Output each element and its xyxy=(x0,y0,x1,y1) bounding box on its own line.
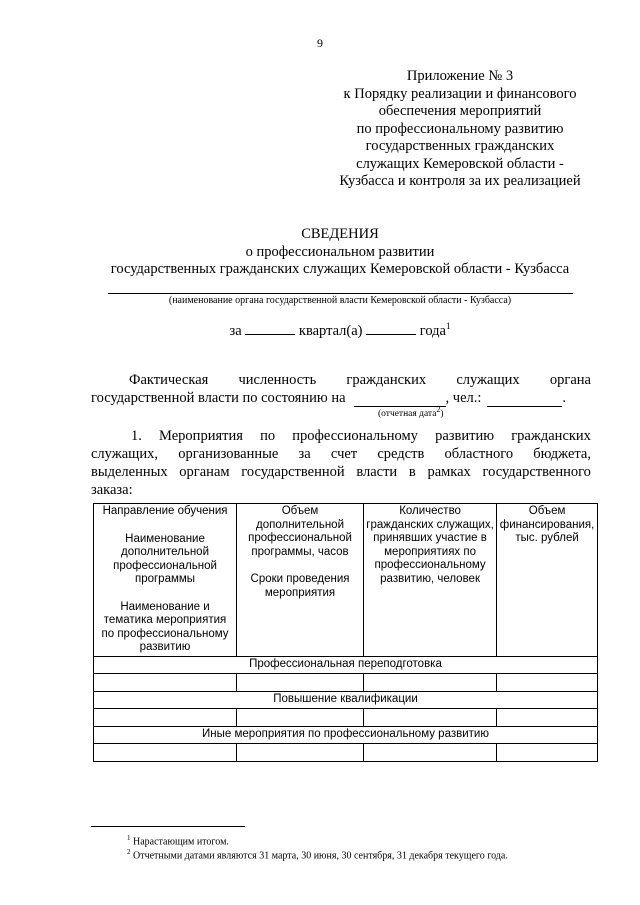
appendix-line: по профессиональному развитию xyxy=(356,120,564,137)
document-title xyxy=(60,226,620,279)
table-cell[interactable] xyxy=(94,708,237,726)
table-cell[interactable] xyxy=(497,673,598,691)
headcount-blank[interactable] xyxy=(487,389,562,407)
headcount-paragraph xyxy=(91,371,591,407)
title-subline: о профессиональном развитии xyxy=(245,243,435,260)
word: гражданских xyxy=(346,372,427,388)
word: 1. xyxy=(131,428,142,444)
quarter-number-blank[interactable] xyxy=(245,334,295,335)
year-blank[interactable] xyxy=(366,334,416,335)
title-heading: СВЕДЕНИЯ xyxy=(301,226,379,242)
events-paragraph xyxy=(91,427,591,499)
appendix-line: служащих Кемеровской области - xyxy=(356,155,564,172)
table-header-row xyxy=(94,504,598,657)
word: по xyxy=(260,428,276,444)
word: счет xyxy=(330,446,358,462)
word: служащих, xyxy=(91,446,158,462)
section-row xyxy=(94,726,598,743)
caption-text: (отчетная дата xyxy=(378,409,437,420)
quarter-label: квартал(а) xyxy=(298,322,363,339)
header-text: Наименование и тематика мероприятия по профессиональному развитию xyxy=(101,600,229,653)
header-text: Сроки проведения мероприятия xyxy=(250,573,350,599)
title-subline: государственных гражданских служащих Кемеровской области - Кузбасса xyxy=(110,261,570,277)
table-row[interactable] xyxy=(94,708,598,726)
table-row[interactable] xyxy=(94,673,598,691)
page-number: 9 xyxy=(317,36,323,50)
report-date-caption xyxy=(378,405,444,419)
caption-text: ) xyxy=(440,409,444,420)
header-cell-direction xyxy=(94,504,237,657)
footnote xyxy=(127,834,229,847)
appendix-header xyxy=(330,68,590,191)
table-cell[interactable] xyxy=(237,743,364,761)
header-text: Наименование дополнительной профессиональной программы xyxy=(113,532,217,585)
word: организованные xyxy=(178,446,279,462)
headcount-text: государственной власти по состоянию на xyxy=(91,390,346,406)
word: органа xyxy=(549,372,591,388)
appendix-line: Кузбасса и контроля за их реализацией xyxy=(339,173,581,189)
table-cell[interactable] xyxy=(364,673,497,691)
table-cell[interactable] xyxy=(364,743,497,761)
section-row xyxy=(94,656,598,673)
appendix-line: Приложение № 3 xyxy=(406,68,514,84)
header-cell-volume xyxy=(237,504,364,657)
footnote-ref: 2 xyxy=(436,405,441,414)
headcount-text: . xyxy=(562,390,567,406)
org-name-blank-line[interactable] xyxy=(108,293,573,294)
word: средств xyxy=(377,446,425,462)
footnote-ref: 1 xyxy=(446,321,451,331)
table-row[interactable] xyxy=(94,743,598,761)
word: гражданских xyxy=(511,428,591,444)
header-cell-participants xyxy=(364,504,497,657)
word: заказа: xyxy=(91,482,133,498)
word: служащих xyxy=(456,372,520,388)
headcount-text: , чел.: xyxy=(445,390,482,406)
word: развитию xyxy=(435,428,495,444)
word: выделенных xyxy=(91,464,168,480)
word: власти xyxy=(356,464,398,480)
table-cell[interactable] xyxy=(364,708,497,726)
section-title: Профессиональная переподготовка xyxy=(94,656,598,673)
events-table xyxy=(93,503,598,762)
header-text: Объем дополнительной профессиональной программы, часов xyxy=(248,505,352,558)
quarter-line xyxy=(60,321,620,340)
footnote-mark: 2 xyxy=(127,848,131,856)
section-title: Повышение квалификации xyxy=(94,691,598,708)
word: за xyxy=(298,446,311,462)
table-cell[interactable] xyxy=(497,708,598,726)
header-text: Объем финансирования, тыс. рублей xyxy=(499,505,595,544)
table-cell[interactable] xyxy=(237,708,364,726)
word: рамках xyxy=(427,464,471,480)
header-text: Количество гражданских служащих, принявших участие в мероприятиях по профессиональному развитию, человек xyxy=(366,505,494,585)
table-cell[interactable] xyxy=(94,743,237,761)
word: органам xyxy=(179,464,230,480)
quarter-za: за xyxy=(229,322,242,339)
appendix-line: государственных гражданских xyxy=(365,138,555,154)
table-cell[interactable] xyxy=(237,673,364,691)
year-label: года xyxy=(419,322,446,339)
word: Мероприятия xyxy=(159,428,243,444)
word: численность xyxy=(238,372,317,388)
word: в xyxy=(408,464,416,480)
footnote-text: Отчетными датами являются 31 марта, 30 июня, 30 сентября, 31 декабря текущего года. xyxy=(133,850,508,862)
footnote xyxy=(127,848,508,861)
appendix-line: обеспечения мероприятий xyxy=(378,103,542,119)
table-cell[interactable] xyxy=(497,743,598,761)
word: бюджета, xyxy=(533,446,591,462)
org-name-caption: (наименование органа государственной власти Кемеровской области - Кузбасса) xyxy=(168,295,512,306)
footnote-text: Нарастающим итогом. xyxy=(133,836,229,848)
header-text: Направление обучения xyxy=(102,505,228,517)
word: профессиональному xyxy=(292,428,418,444)
section-title: Иные мероприятия по профессиональному развитию xyxy=(94,726,598,743)
word: областного xyxy=(444,446,514,462)
footnote-separator xyxy=(91,826,245,827)
word: государственной xyxy=(241,464,345,480)
section-row xyxy=(94,691,598,708)
word: Фактическая xyxy=(129,372,209,388)
table-cell[interactable] xyxy=(94,673,237,691)
word: государственного xyxy=(482,464,591,480)
appendix-line: к Порядку реализации и финансового xyxy=(343,85,577,102)
footnote-mark: 1 xyxy=(127,834,131,842)
header-cell-funding xyxy=(497,504,598,657)
